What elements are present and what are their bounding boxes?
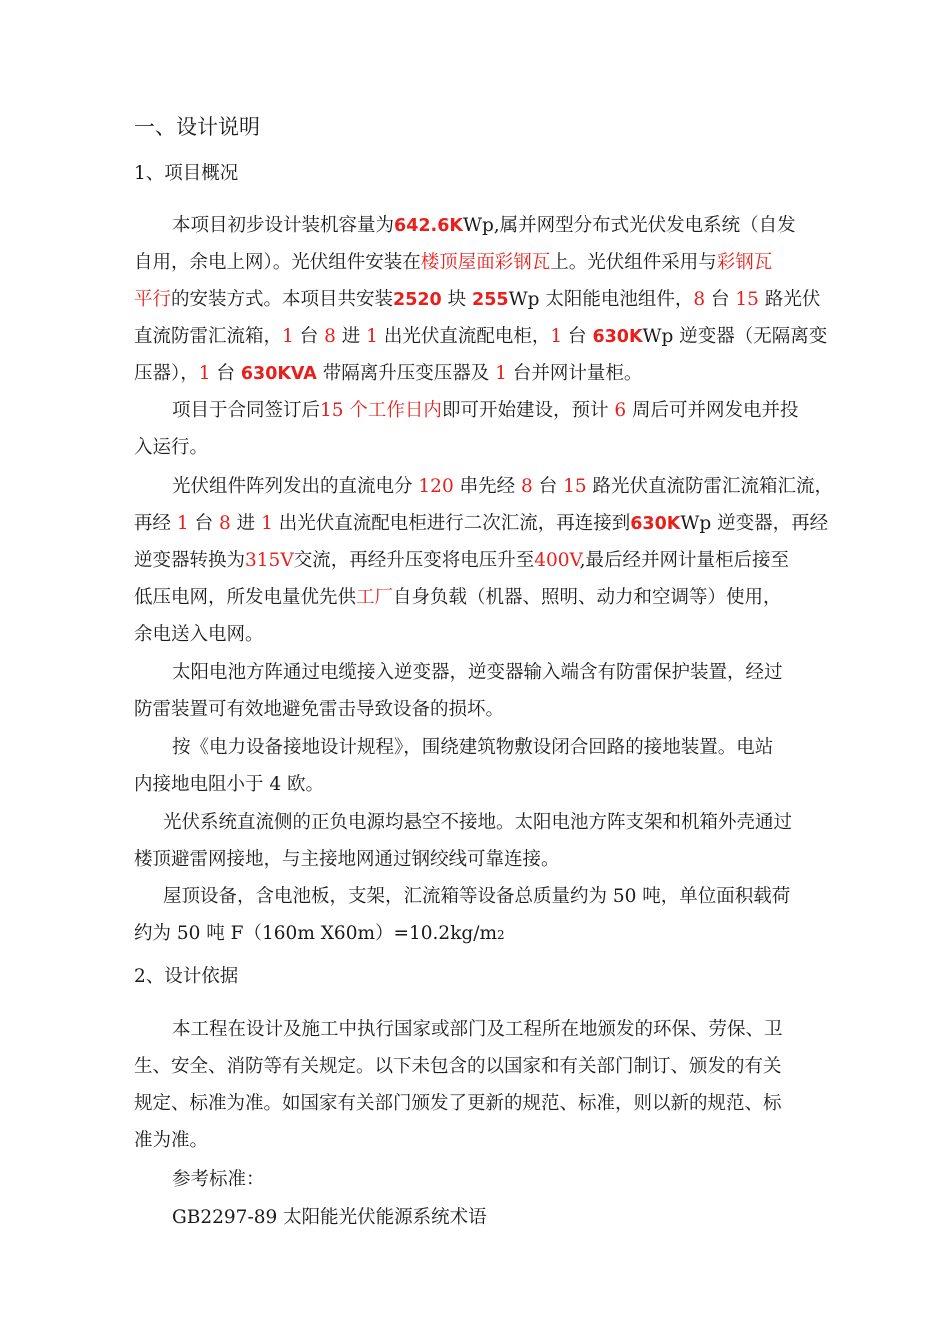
p1-line3: 平行的安装方式。本项目共安装2520 块 255Wp 太阳能电池组件，8 台 15 路光伏 xyxy=(134,289,821,310)
p8-line2: 生、安全、消防等有关规定。以下未包含的以国家和有关部门制订、颁发的有关 xyxy=(134,1056,782,1077)
p1-line1: 本项目初步设计装机容量为642.6KWp,属并网型分布式光伏发电系统（自发 xyxy=(172,215,796,236)
p6-line1: 光伏系统直流侧的正负电源均悬空不接地。太阳电池方阵支架和机箱外壳通过 xyxy=(163,812,793,833)
p3-line5: 余电送入电网。 xyxy=(134,624,264,645)
p8-line4: 准为准。 xyxy=(134,1130,209,1151)
p1-line4: 直流防雷汇流箱，1 台 8 进 1 出光伏直流配电柜，1 台 630KWp 逆变器（无隔离变 xyxy=(134,326,828,347)
p2-line1: 项目于合同签订后15 个工作日内即可开始建设，预计 6 周后可并网发电并投 xyxy=(172,400,799,421)
p5-line1: 按《电力设备接地设计规程》，围绕建筑物敷设闭合回路的接地装置。电站 xyxy=(172,737,774,758)
p3-line1: 光伏组件阵列发出的直流电分 120 串先经 8 台 15 路光伏直流防雷汇流箱汇流， xyxy=(172,476,834,497)
p3-line3: 逆变器转换为315V交流，再经升压变将电压升至400V,最后经并网计量柜后接至 xyxy=(134,550,790,571)
p7-line2: 约为 50 吨 F（160m X60m）=10.2kg/m2 xyxy=(134,923,505,944)
p3-line2: 再经 1 台 8 进 1 出光伏直流配电柜进行二次汇流，再连接到630KWp 逆变器，再经 xyxy=(134,513,829,534)
p8-line3: 规定、标准为准。如国家有关部门颁发了更新的规范、标准，则以新的规范、标 xyxy=(134,1093,782,1114)
p1-line2: 自用，余电上网）。光伏组件安装在楼顶屋面彩钢瓦上。光伏组件采用与彩钢瓦 xyxy=(134,252,773,273)
p7-line1: 屋顶设备，含电池板，支架，汇流箱等设备总质量约为 50 吨，单位面积载荷 xyxy=(163,886,791,907)
p6-line2: 楼顶避雷网接地，与主接地网通过钢绞线可靠连接。 xyxy=(134,849,560,870)
section-title-design-basis: 2、设计依据 xyxy=(134,966,239,987)
section-title-overview: 1、项目概况 xyxy=(134,163,239,184)
p1-line5: 压器），1 台 630KVA 带隔离升压变压器及 1 台并网计量柜。 xyxy=(134,363,643,384)
heading-design-description: 一、设计说明 xyxy=(134,115,260,139)
reference-standards-title: 参考标准： xyxy=(172,1169,265,1190)
p5-line2: 内接地电阻小于 4 欧。 xyxy=(134,774,325,795)
reference-standard-item: GB2297-89 太阳能光伏能源系统术语 xyxy=(172,1207,487,1228)
p8-line1: 本工程在设计及施工中执行国家或部门及工程所在地颁发的环保、劳保、卫 xyxy=(172,1019,783,1040)
p3-line4: 低压电网，所发电量优先供工厂自身负载（机器、照明、动力和空调等）使用， xyxy=(134,587,782,608)
p4-line2: 防雷装置可有效地避免雷击导致设备的损坏。 xyxy=(134,699,505,720)
p4-line1: 太阳电池方阵通过电缆接入逆变器，逆变器输入端含有防雷保护装置，经过 xyxy=(172,662,783,683)
p2-line2: 入运行。 xyxy=(134,437,209,458)
